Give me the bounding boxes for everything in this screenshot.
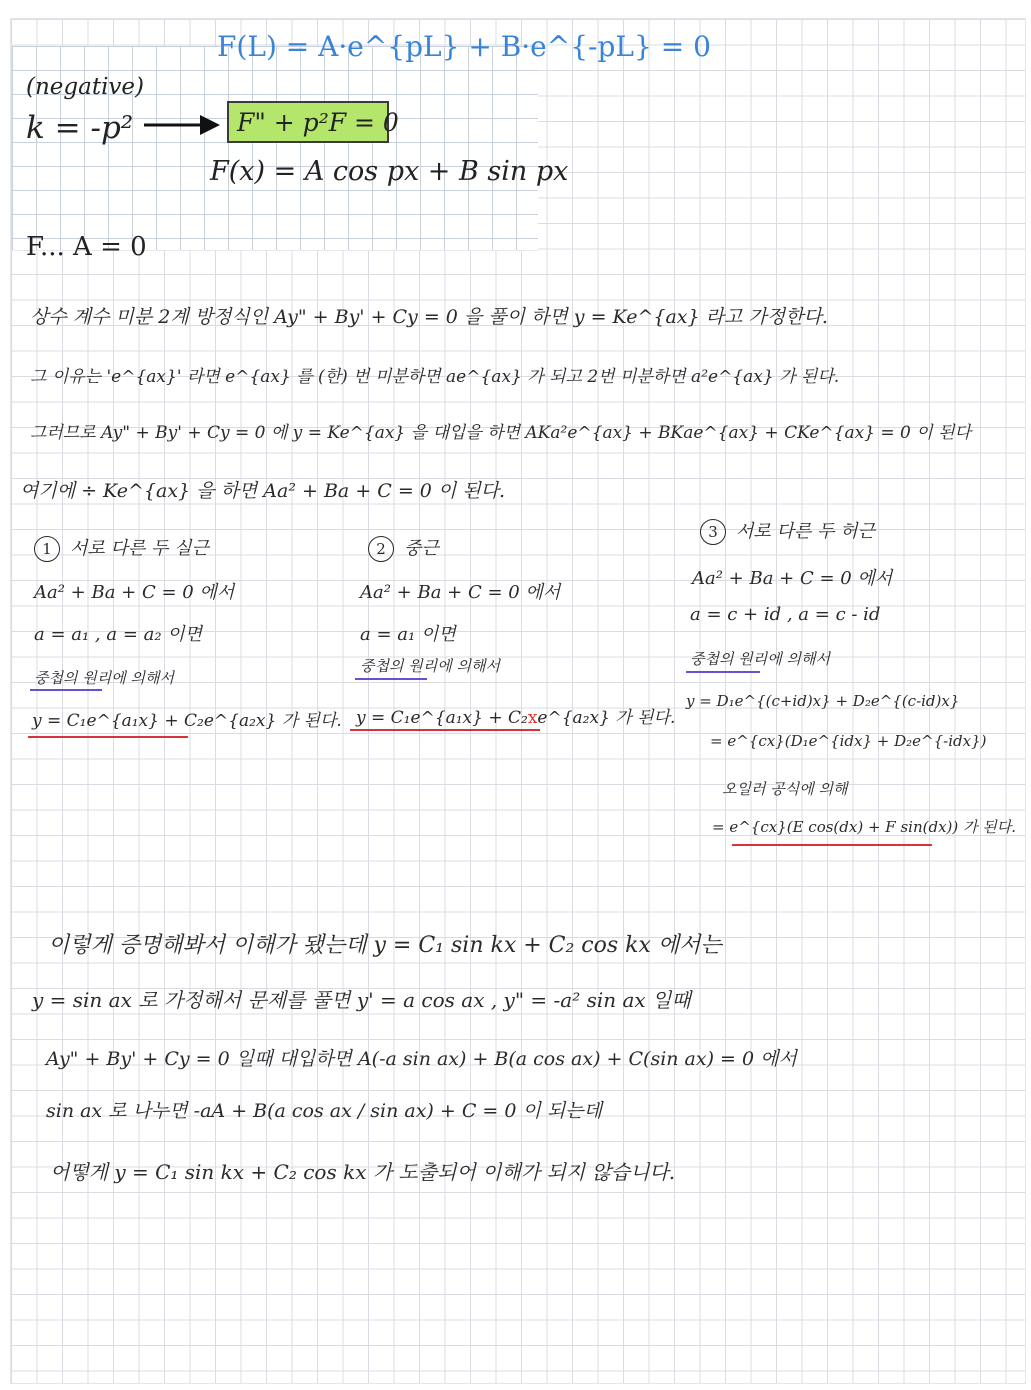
case-2-solution-underline (350, 729, 540, 731)
case-1-equation: Aa² + Ba + C = 0 에서 (34, 582, 235, 603)
case-2-title-text: 중근 (404, 538, 439, 559)
question-line-5: 어떻게 y = C₁ sin kx + C₂ cos kx 가 도출되어 이해가 되지 않습니다. (50, 1160, 676, 1184)
question-line-2: y = sin ax 로 가정해서 문제를 풀면 y' = a cos ax , y" = -a² sin ax 일때 (32, 988, 691, 1012)
case-2-title (368, 534, 439, 562)
case-2-solution-x: x (527, 708, 538, 728)
case-2-solution-pre: y = C₁e^{a₁x} + C₂ (356, 708, 528, 728)
case-1-roots: a = a₁ , a = a₂ 이면 (34, 624, 203, 645)
case-2-solution-post: e^{a₂x} 가 된다. (537, 708, 676, 728)
case-1-title-text: 서로 다른 두 실근 (70, 538, 209, 559)
note-line-3: 그러므로 Ay" + By' + Cy = 0 에 y = Ke^{ax} 을 대입을 하면 AKa²e^{ax} + BKae^{ax} + CKe^{ax} = 0 이 된다 (30, 423, 971, 443)
case-2-principle: 중첩의 원리에 의해서 (360, 657, 500, 675)
case-3-solution-line-1: y = D₁e^{(c+id)x} + D₂e^{(c-id)x} (686, 692, 960, 710)
question-line-4: sin ax 로 나누면 -aA + B(a cos ax / sin ax) + C = 0 이 되는데 (46, 1100, 602, 1122)
note-line-2: 그 이유는 'e^{ax}' 라면 e^{ax} 를 (한) 번 미분하면 ae^{ax} 가 되고 2번 미분하면 a²e^{ax} 가 된다. (30, 367, 840, 387)
case-3-title-text: 서로 다른 두 허근 (736, 521, 875, 542)
case-2-roots: a = a₁ 이면 (360, 624, 456, 645)
case-3-number: 3 (700, 519, 726, 545)
case-2-equation: Aa² + Ba + C = 0 에서 (360, 582, 561, 603)
case-2-solution (356, 703, 675, 728)
case-3-principle-underline (686, 671, 760, 673)
case-2-number: 2 (368, 536, 394, 562)
case-3-euler: 오일러 공식에 의해 (722, 780, 848, 798)
snippet-bottom-partial: F... A = 0 (26, 232, 147, 262)
case-3-solution-underline (732, 844, 932, 846)
snippet-negative-label: (negative) (26, 74, 145, 100)
question-line-1: 이렇게 증명해봐서 이해가 됐는데 y = C₁ sin kx + C₂ cos kx 에서는 (48, 933, 722, 958)
snippet-k-equation: k = -p² (26, 110, 134, 146)
case-3-roots: a = c + id , a = c - id (690, 604, 881, 625)
right-arrow-icon (142, 112, 222, 138)
snippet-solution: F(x) = A cos px + B sin px (210, 156, 569, 187)
pasted-snippet (12, 30, 711, 262)
case-1-solution-underline (28, 736, 188, 738)
case-1-title (34, 534, 209, 562)
case-1-solution: y = C₁e^{a₁x} + C₂e^{a₂x} 가 된다. (32, 711, 342, 731)
case-3-principle: 중첩의 원리에 의해서 (690, 650, 830, 668)
case-2-principle-underline (355, 678, 427, 680)
case-1-number: 1 (34, 536, 60, 562)
question-line-3: Ay" + By' + Cy = 0 일때 대입하면 A(-a sin ax) + B(a cos ax) + C(sin ax) = 0 에서 (46, 1048, 797, 1070)
case-3-solution-line-2: = e^{cx}(D₁e^{idx} + D₂e^{-idx}) (710, 732, 987, 750)
case-3-equation: Aa² + Ba + C = 0 에서 (692, 568, 893, 589)
case-3-title (700, 517, 875, 545)
note-line-1: 상수 계수 미분 2계 방정식인 Ay" + By' + Cy = 0 을 풀이 하면 y = Ke^{ax} 라고 가정한다. (30, 306, 828, 328)
snippet-top-equation: F(L) = A·e^{pL} + B·e^{-pL} = 0 (217, 30, 711, 63)
case-3-solution-line-3: = e^{cx}(E cos(dx) + F sin(dx)) 가 된다. (712, 818, 1017, 836)
case-1-principle: 중첩의 원리에 의해서 (34, 669, 174, 687)
note-line-4: 여기에 ÷ Ke^{ax} 을 하면 Aa² + Ba + C = 0 이 된다. (20, 480, 506, 502)
snippet-boxed-equation: F" + p²F = 0 (227, 101, 389, 143)
case-1-principle-underline (30, 689, 102, 691)
